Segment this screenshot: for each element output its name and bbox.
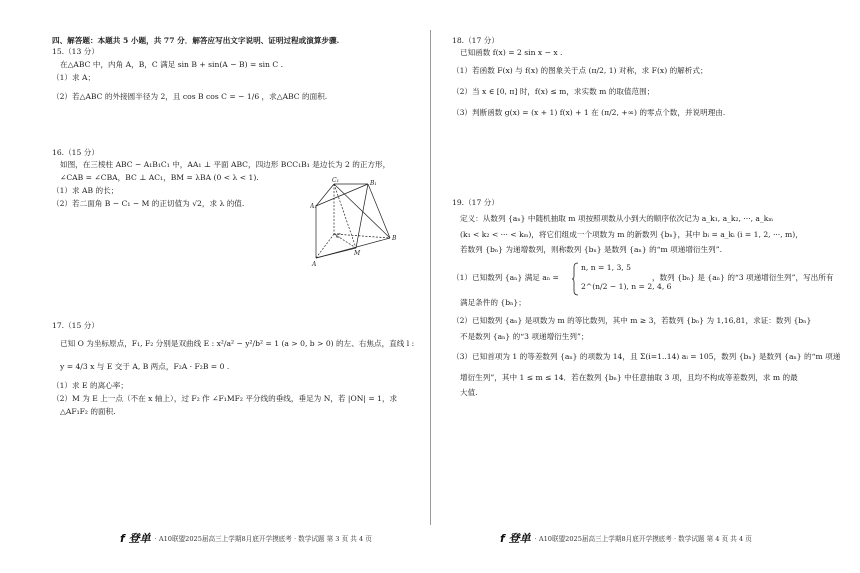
q19-part1-cont: 满足条件的 {bₙ}； bbox=[460, 298, 526, 307]
right-footer-text: · A10联盟2025届高三上学期8月底开学摸底考 · 数学试题 第 4 页 共 4 页 bbox=[534, 535, 752, 543]
q16-part1: （1）求 AB 的长； bbox=[52, 186, 119, 195]
right-page bbox=[430, 0, 860, 573]
q17-title: 17.（15 分） bbox=[52, 321, 99, 330]
q16-stem-line2: ∠CAB = ∠CBA，BC ⊥ AC₁，BM = λBA (0 < λ < 1). bbox=[60, 173, 259, 182]
q16-part2: （2）若二面角 B − C₁ − M 的正切值为 √2，求 λ 的值. bbox=[52, 199, 245, 208]
q15-title: 15.（13 分） bbox=[52, 47, 99, 56]
q19-part3-line2: 增衍生列”，其中 1 ≤ m ≤ 14．若在数列 {bₙ} 中任意抽取 3 项，且均不构成等差数列，求 m 的最 bbox=[460, 373, 798, 382]
figure-label-b1: B₁ bbox=[370, 180, 377, 187]
left-footer-text: · A10联盟2025届高三上学期8月底开学摸底考 · 数学试题 第 3 页 共 4 页 bbox=[154, 535, 372, 543]
q19-part2-line2: 不是数列 {aₙ} 的“3 项递增衍生列”； bbox=[460, 332, 589, 341]
exam-logo-right: f 登单 bbox=[500, 532, 531, 545]
q19-def-line2: (k₁ < k₂ < ··· < kₘ)，将它们组成一个项数为 m 的新数列 {bₙ}，其中 bᵢ = a_kᵢ (i = 1, 2, ···, m)， bbox=[460, 230, 803, 239]
figure-label-b: B bbox=[392, 235, 397, 242]
q19-def-line3: 若数列 {bₙ} 为递增数列，则称数列 {bₙ} 是数列 {aₙ} 的“m 项递增衍生列”. bbox=[460, 245, 723, 254]
figure-label-a: A bbox=[312, 261, 317, 268]
figure-label-c1: C₁ bbox=[332, 177, 339, 184]
q18-stem: 已知函数 f(x) = 2 sin x − x . bbox=[460, 48, 563, 57]
q19-title: 19.（17 分） bbox=[452, 198, 499, 207]
left-footer bbox=[120, 530, 372, 546]
section-header: 四、解答题：本题共 5 小题，共 77 分．解答应写出文字说明、证明过程或演算步骤. bbox=[52, 36, 340, 45]
piecewise-brace bbox=[571, 262, 579, 296]
q19-part1-case2: 2^(n/2 − 1), n = 2, 4, 6 bbox=[581, 282, 672, 291]
q17-part2-cont: △AF₁F₂ 的面积. bbox=[60, 407, 116, 416]
q19-part3-line1: （3）已知首项为 1 的等差数列 {aₙ} 的项数为 14，且 Σ(i=1..14) aᵢ = 105，数列 {bₙ} 是数列 {aₙ} 的“m 项递 bbox=[452, 352, 841, 361]
q15-part1: （1）求 A； bbox=[52, 73, 96, 82]
right-footer bbox=[500, 530, 752, 546]
q15-part2: （2）若△ABC 的外接圆半径为 2，且 cos B cos C = − 1/6 ，求△ABC 的面积. bbox=[52, 92, 328, 101]
q15-stem: 在△ABC 中，内角 A，B，C 满足 sin B + sin(A − B) = sin C . bbox=[60, 60, 283, 69]
q19-part1-case1: n, n = 1, 3, 5 bbox=[581, 263, 631, 272]
q19-part1-lead: （1）已知数列 {aₙ} 满足 aₙ = bbox=[452, 273, 559, 282]
q17-stem-line1: 已知 O 为坐标原点，F₁, F₂ 分别是双曲线 E : x²/a² − y²/b² = 1 (a > 0, b > 0) 的左、右焦点，直线 l : bbox=[60, 339, 415, 348]
q19-part2-line1: （2）已知数列 {aₙ} 是项数为 m 的等比数列，其中 m ≥ 3，若数列 {bₙ} 为 1,16,81，求证：数列 {bₙ} bbox=[452, 316, 812, 325]
q18-part3: （3）判断函数 g(x) = (x + 1) f(x) + 1 在 (π/2, +∞) 的零点个数，并说明理由. bbox=[452, 108, 726, 117]
q18-title: 18.（17 分） bbox=[452, 36, 499, 45]
q17-part2: （2）M 为 E 上一点（不在 x 轴上），过 F₂ 作 ∠F₁MF₂ 平分线的垂线，垂足为 N，若 |ON| = 1，求 bbox=[52, 394, 398, 403]
prism-figure bbox=[310, 176, 402, 268]
q19-part1-tail: ，数列 {bₙ} 是 {aₙ} 的“3 项递增衍生列”，写出所有 bbox=[652, 273, 834, 282]
q16-title: 16.（15 分） bbox=[52, 148, 99, 157]
q17-part1: （1）求 E 的离心率； bbox=[52, 381, 128, 390]
q18-part1: （1）若函数 F(x) 与 f(x) 的图象关于点 (π/2, 1) 对称，求 F(x) 的解析式； bbox=[452, 66, 708, 75]
q16-stem-line1: 如图，在三棱柱 ABC − A₁B₁C₁ 中，AA₁ ⊥ 平面 ABC，四边形 BCC₁B₁ 是边长为 2 的正方形， bbox=[60, 160, 391, 169]
exam-logo: f 登单 bbox=[120, 532, 151, 545]
q18-part2: （2）当 x ∈ [0, π] 时，f(x) ≤ m，求实数 m 的取值范围； bbox=[452, 87, 655, 96]
figure-label-a1: A₁ bbox=[310, 203, 317, 210]
q19-part3-line3: 大值. bbox=[460, 388, 478, 397]
figure-label-c: C bbox=[336, 233, 341, 240]
figure-label-m: M bbox=[354, 250, 361, 257]
q17-stem-line2: y = 4/3 x 与 E 交于 A, B 两点，F₂A · F₂B = 0 . bbox=[60, 362, 230, 371]
q19-def-line1: 定义：从数列 {aₙ} 中随机抽取 m 项按照项数从小到大的顺序依次记为 a_k₁, a_k₂, ···, a_kₘ bbox=[460, 214, 774, 223]
